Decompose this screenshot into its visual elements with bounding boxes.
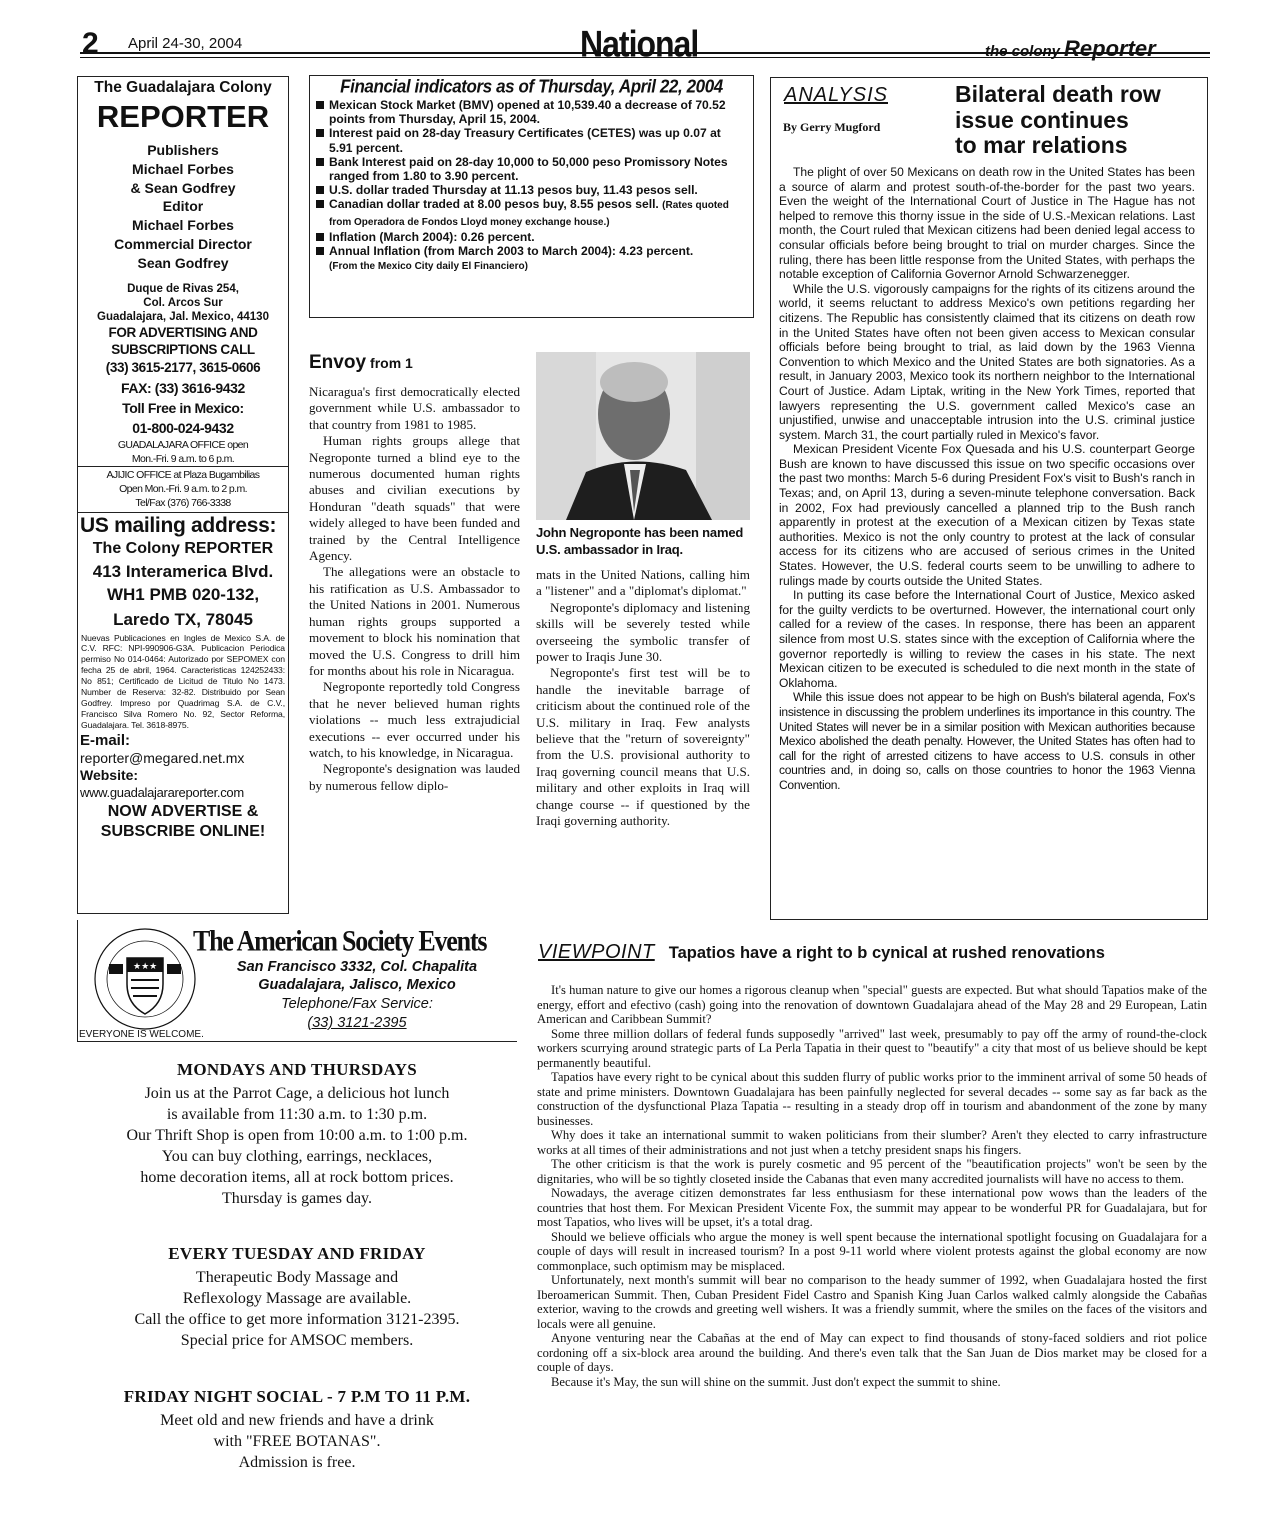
email-label: E-mail:	[80, 731, 131, 749]
masthead-line1: The Guadalajara Colony	[94, 79, 272, 96]
website-link[interactable]: www.guadalajarareporter.com	[80, 784, 244, 800]
office-guadalajara	[78, 438, 288, 466]
brand-big: Reporter	[1064, 36, 1156, 61]
viewpoint-paragraph: Unfortunately, next month's summit will bear no comparison to the heady summer of 1992, when Guadalajara hosted the first Iberoamerican Summit. Then, Cuban President Fidel Castro and Spanish King Juan Carlos walked calmly alongside the Cabañas exterior, waving to the crowds and greeting well wishers. It was a friendly summit, where the smiles on the faces of the visitors and locals were all genuine.	[537, 1273, 1207, 1331]
amsoc-line: Reflexology Massage are available.	[182, 1290, 412, 1307]
headline-line: to mar relations	[955, 132, 1128, 158]
cta-line: SUBSCRIBE ONLINE!	[100, 822, 266, 840]
ads-line: (33) 3615-2177, 3615-0606	[105, 359, 261, 375]
analysis-paragraph: While the U.S. vigorously campaigns for the rights of its citizens around the world, it seems reluctant to address Mexico's own petitions regarding her citizens. The Republic has consistently claimed that its citizens on death row in the United States have often not been given access to Mexican consular officials before being brought to trial, as laid down by the 1963 Vienna Convention to which Mexico and the United States are both signatories. As a result, in January 2003, Mexico took its northern neighbor to the International Court of Justice. Adam Liptak, writing in the New York Times, reported that lawyers representing the U.S. government called Mexico's case an unjustified, unwise and unacceptable intrusion into the U.S. criminal justice system. March 31, the court partially ruled in Mexico's favor.	[779, 281, 1195, 442]
section-title: National	[580, 23, 699, 65]
amsoc-line: Special price for AMSOC members.	[180, 1332, 414, 1349]
envoy-paragraph: mats in the United Nations, calling him a "listener" and a "diplomat's diplomat."	[536, 567, 750, 599]
negroponte-photo	[536, 352, 750, 520]
envoy-paragraph: Nicaragua's first democratically elected government while U.S. ambassador to that country from 1981 to 1985.	[309, 384, 520, 432]
website-label: Website:	[80, 766, 139, 783]
amsoc-phone: (33) 3121-2395	[307, 1015, 407, 1031]
financial-note: (From the Mexico City daily El Financiero)	[329, 261, 528, 273]
ads-line: FOR ADVERTISING AND	[108, 324, 258, 340]
viewpoint-paragraph: Why does it take an international summit to waken politicians from their slumber? Aren't they elected to carry infrastructure works at all times of their administrations and not just when a tetchy president snaps his fingers.	[537, 1128, 1207, 1157]
masthead-title: REPORTER	[96, 99, 270, 134]
address-line: Col. Arcos Sur	[143, 296, 223, 309]
office-ajijic	[78, 466, 288, 513]
financial-item: Canadian dollar traded at 8.00 pesos buy, 8.55 pesos sell. (Rates quoted from Operadora de Fondos Lloyd money exchange house.)	[316, 197, 747, 229]
page-number: 2	[82, 27, 99, 60]
address-line: Duque de Rivas 254,	[127, 282, 239, 295]
cta-line: NOW ADVERTISE &	[107, 802, 259, 820]
envoy-title: Envoy	[309, 352, 367, 373]
envoy-paragraph: The allegations were an obstacle to his ratification as U.S. Ambassador to the United Nations in 2001. Numerous human rights groups supported a movement to block his nomination that moved the U.S. Congress to drill him for months about his role in Nicaragua.	[309, 564, 520, 678]
envoy-paragraph: Negroponte's designation was lauded by numerous fellow diplo-	[309, 761, 520, 793]
analysis-paragraph: Mexican President Vicente Fox Quesada and his U.S. counterpart George Bush are known to have discussed this issue on two specific occasions over the past two months: March 5-6 during President Fox's visit to Bush's ranch in Texas; and, on April 13, during a seven-minute telephone conversation. Back in 2002, Fox had previously cancelled a planned trip to the Bush ranch apparently in protest at the execution of a Mexican citizen by Texas state authorities. Mexico is not the only country to protest at the lack of consular access for its citizens who are accused of serious crimes in the United States. However, the U.S. federal courts seem to be unwilling to adhere to rulings made by courts outside the United States.	[779, 442, 1195, 588]
financial-list	[310, 98, 753, 274]
financial-item: Inflation (March 2004): 0.26 percent.	[316, 230, 747, 244]
financial-item: Annual Inflation (from March 2003 to March 2004): 4.23 percent. (From the Mexico City daily El Financiero)	[316, 244, 747, 274]
us-mail-line: 413 Interamerica Blvd.	[92, 561, 274, 581]
amsoc-title: The American Society Events	[193, 924, 487, 958]
amsoc-section-2	[77, 1244, 517, 1351]
financial-item: U.S. dollar traded Thursday at 11.13 pesos buy, 11.43 pesos sell.	[316, 183, 747, 197]
staff-line: Publishers	[147, 142, 219, 158]
staff-line: & Sean Godfrey	[130, 179, 236, 196]
svg-text:★★★: ★★★	[133, 962, 158, 972]
analysis-paragraph: The plight of over 50 Mexicans on death row in the United States has been a source of alarm and protest south-of-the-border for the past two years. Even the weight of the International Court of Justice in The Hague has not helped to remove this thorny issue in the side of U.S.-Mexican relations. Last month, the Court ruled that Mexican citizens had been denied legal access to consular officials before being brought to trial on murder charges. Since the ruling, there has been little response from the United States, with perhaps the notable exception of California Governor Arnold Schwarzenegger.	[779, 165, 1195, 282]
envoy-column-1	[309, 384, 520, 794]
viewpoint-paragraph: The other criticism is that the work is purely cosmetic and 95 percent of the "beautification projects" won't be seen by the dignitaries, who will be so tightly closeted inside the Cabanas that even many accredited journalists will have no access to them.	[537, 1157, 1207, 1186]
email-link[interactable]: reporter@megared.net.mx	[80, 749, 245, 766]
viewpoint-paragraph: Some three million dollars of federal funds supposedly "arrived" last week, presumably to pay off the army of round-the-clock workers scurrying around strategic parts of La Perla Tapatia in their quest to "beautify" a city that most of us believe should be kept permanently beautiful.	[537, 1026, 1207, 1070]
office-line: Mon.-Fri. 9 a.m. to 6 p.m.	[131, 452, 235, 465]
masthead-box	[77, 76, 289, 914]
ads-line: SUBSCRIPTIONS CALL	[111, 341, 255, 357]
staff-line: Michael Forbes	[132, 160, 234, 177]
amsoc-line: is available from 11:30 a.m. to 1:30 p.m.	[166, 1106, 428, 1123]
amsoc-welcome: EVERYONE IS WELCOME.	[79, 1029, 204, 1040]
amsoc-line: Call the office to get more information 3121-2395.	[134, 1311, 460, 1328]
envoy-paragraph: Negroponte's first test will be to handle the inevitable barrage of criticism about the continued role of the U.S. military in Iraq. Few analysts believe that the "return of sovereignty" from the U.S. provisional authority to Iraq governing council means that U.S. military and other exploits in Iraq will change course -- if questioned by the Iraqi governing authority.	[536, 665, 750, 829]
amsoc-line: Admission is free.	[238, 1454, 356, 1471]
analysis-box	[770, 77, 1208, 920]
amsoc-line: home decoration items, all at rock bottom prices.	[140, 1169, 454, 1186]
amsoc-section-title: FRIDAY NIGHT SOCIAL - 7 P.M TO 11 P.M.	[123, 1387, 471, 1406]
header-rule	[80, 52, 1210, 54]
financial-note: (Rates quoted from Operadora de Fondos Lloyd money exchange house.)	[329, 200, 729, 228]
amsoc-section-title: EVERY TUESDAY AND FRIDAY	[168, 1244, 426, 1263]
viewpoint-paragraph: It's human nature to give our homes a rigorous cleanup when "special" guests are expected. But what should Tapatios make of the energy, effort and efectivo (cash) going into the renovation of downtown Guadalajara ahead of the May 28 and 29 European, Latin American and Caribbean Summit?	[537, 983, 1207, 1026]
analysis-body	[771, 165, 1201, 793]
financial-indicators-box	[309, 75, 754, 318]
amsoc-line: Thursday is games day.	[221, 1190, 373, 1207]
staff-line: Editor	[162, 198, 204, 215]
analysis-paragraph: In putting its case before the International Court of Justice, Mexico asked for the guilty verdicts to be overturned. However, the international court only called for a review of the cases. In response, there has been an apparent silence from most U.S. states since with the exception of California where the governor reportedly is willing to review the cases in his state. The next Mexican citizen to be executed is scheduled to die next month in the state of Oklahoma.	[779, 588, 1195, 690]
amsoc-section-title: MONDAYS AND THURSDAYS	[177, 1060, 417, 1079]
analysis-byline: By Gerry Mugford	[783, 120, 881, 134]
envoy-paragraph: Negroponte reportedly told Congress that he never believed human rights violations -- much less extrajudicial executions -- ever occurred under his watch, to his knowledge, in Nicaragua.	[309, 679, 520, 760]
headline-line: issue continues	[955, 106, 1129, 133]
amsoc-address-line: Guadalajara, Jalisco, Mexico	[258, 977, 456, 993]
amsoc-line: Meet old and new friends and have a drink	[160, 1412, 434, 1429]
issue-date: April 24-30, 2004	[128, 35, 243, 52]
viewpoint-paragraph: Should we believe officials who argue the money is well spent because the international spotlight focusing on Guadalajara for a couple of days will result in increased tourism? In a post 9-11 world where violent protests against the global economy are now commonplace, such optimism may be misplaced.	[537, 1229, 1207, 1273]
amsoc-section-1	[77, 1060, 517, 1209]
us-mail-line: WH1 PMB 020-132,	[106, 584, 260, 604]
brand-logo	[985, 36, 1156, 62]
masthead-staff	[78, 141, 288, 273]
ads-line: FAX: (33) 3616-9432	[121, 379, 245, 396]
analysis-headline	[955, 82, 1205, 159]
office-line: Tel/Fax (376) 766-3338	[135, 496, 231, 509]
amsoc-line: Our Thrift Shop is open from 10:00 a.m. to 1:00 p.m.	[126, 1127, 468, 1144]
envoy-paragraph: Negroponte's diplomacy and listening skills will be severely tested while overseeing the symbolic transfer of power to Iraqis June 30.	[536, 599, 750, 665]
ads-line: 01-800-024-9432	[132, 419, 234, 436]
financial-title: Financial indicators as of Thursday, April 22, 2004	[340, 76, 723, 97]
address-line: Guadalajara, Jal. Mexico, 44130	[97, 310, 269, 323]
viewpoint-paragraph: Because it's May, the sun will shine on the summit. Just don't expect the summit to shine.	[551, 1374, 1001, 1389]
staff-line: Michael Forbes	[132, 217, 234, 234]
amsoc-line: Therapeutic Body Massage and	[195, 1269, 399, 1286]
analysis-paragraph: While this issue does not appear to be high on Bush's bilateral agenda, Fox's insistence in discussing the problem underlines its importance in this country. The United States will never be in a similar position with Mexican authorities because Mexico abolished the death penalty. However, the United States has often had to call for the right of arrested citizens to have access to U.S. consuls in other countries and, in doing so, calls on those countries to honor the 1963 Vienna Convention.	[779, 690, 1195, 792]
financial-item: Bank Interest paid on 28-day 10,000 to 50,000 peso Promissory Notes ranged from 1.80 to 3.90 percent.	[316, 155, 747, 183]
envoy-heading	[309, 352, 413, 374]
viewpoint-heading	[538, 941, 1105, 964]
staff-line: Sean Godfrey	[137, 254, 229, 271]
masthead-ads	[78, 324, 288, 438]
photo-caption: John Negroponte has been named U.S. ambassador in Iraq.	[536, 525, 744, 557]
office-line: AJIJIC OFFICE at Plaza Bugambilias	[106, 468, 260, 481]
viewpoint-body	[537, 983, 1207, 1389]
us-mail-line: Laredo TX, 78045	[113, 609, 253, 629]
staff-line: Commercial Director	[114, 235, 252, 252]
amsoc-phone-label: Telephone/Fax Service:	[281, 996, 433, 1012]
masthead-address	[78, 282, 288, 324]
viewpoint-headline: Tapatios have a right to b cynical at rushed renovations	[668, 944, 1105, 962]
viewpoint-paragraph: Nowadays, the average citizen demonstrates far less enthusiasm for these international pow wows than the leaders of the countries that host them. For Mexican President Vicente Fox, the summit may appear to be wonderful PR for Guadalajara, but for most Tapatios, who lives will be upset, it's a total drag.	[537, 1186, 1207, 1229]
header-rule-thin	[80, 57, 1210, 58]
financial-item: Mexican Stock Market (BMV) opened at 10,539.40 a decrease of 70.52 points from Thursday, April 15, 2004.	[316, 98, 747, 126]
viewpoint-paragraph: Tapatios have every right to be cynical about this sudden flurry of public works prior to the imminent arrival of some 50 heads of state and prime ministers. Downtown Guadalajara has been painfully neglected for several decades -- some say as far back as the construction of the dysfunctional Plaza Tapatia -- resulting in a steady drop off in tourism and abandonment of the zone by many businesses.	[537, 1070, 1207, 1128]
amsoc-line: Join us at the Parrot Cage, a delicious hot lunch	[144, 1085, 450, 1102]
amsoc-address-line: San Francisco 3332, Col. Chapalita	[236, 959, 478, 975]
legal-notice: Nuevas Publicaciones en Ingles de Mexico S.A. de C.V. RFC: NPI-990906-G3A. Publicacion Periodica permiso No 014-0464: Autorizado por SEPOMEX con fecha 25 de abril, 1964. Caracteristicas 124252433: No 851; Certificado de Licitud de Titulo No 1473. Number de Reserva: 32-82. Distribuido por Sean Godfrey. Impreso por Quadrimag S.A. de C.V., Francisco Silva Romero No. 92, Sector Reforma, Guadalajara. Tel. 3618-8975.	[81, 632, 285, 730]
us-mailing-title: US mailing address:	[80, 513, 277, 537]
ads-line: Toll Free in Mexico:	[122, 399, 244, 416]
financial-item: Interest paid on 28-day Treasury Certificates (CETES) was up 0.07 at 5.91 percent.	[316, 126, 747, 154]
envoy-column-2	[536, 567, 750, 830]
brand-small: the colony	[985, 43, 1061, 60]
amsoc-line: You can buy clothing, earrings, necklaces,	[161, 1148, 433, 1165]
office-line: Open Mon.-Fri. 9 a.m. to 2 p.m.	[119, 482, 247, 495]
envoy-paragraph: Human rights groups allege that Negroponte turned a blind eye to the numerous documented human rights abuses and civilian executions by Honduran "death squads" that were widely alleged to have been funded and trained by the Central Intelligence Agency.	[309, 433, 520, 564]
analysis-kicker: ANALYSIS	[784, 84, 888, 106]
amsoc-section-3	[77, 1387, 517, 1473]
office-line: GUADALAJARA OFFICE open	[117, 438, 249, 451]
amsoc-line: with "FREE BOTANAS".	[213, 1433, 381, 1450]
portrait-icon	[536, 352, 750, 520]
viewpoint-paragraph: Anyone venturing near the Cabañas at the end of May can expect to find thousands of stony-faced soldiers and riot police cordoning off a six-block area around the building. And there's even talk that the San Juan de Dios market may be closed for a couple of days.	[537, 1331, 1207, 1374]
amsoc-seal-icon	[83, 924, 207, 1034]
amsoc-address	[207, 958, 507, 994]
viewpoint-kicker: VIEWPOINT	[538, 941, 655, 963]
envoy-jump: from 1	[370, 355, 413, 371]
american-society-ad	[77, 920, 517, 1495]
headline-line: Bilateral death row	[955, 81, 1161, 107]
us-mailing-address	[78, 538, 288, 632]
us-mail-line: The Colony REPORTER	[92, 539, 274, 557]
